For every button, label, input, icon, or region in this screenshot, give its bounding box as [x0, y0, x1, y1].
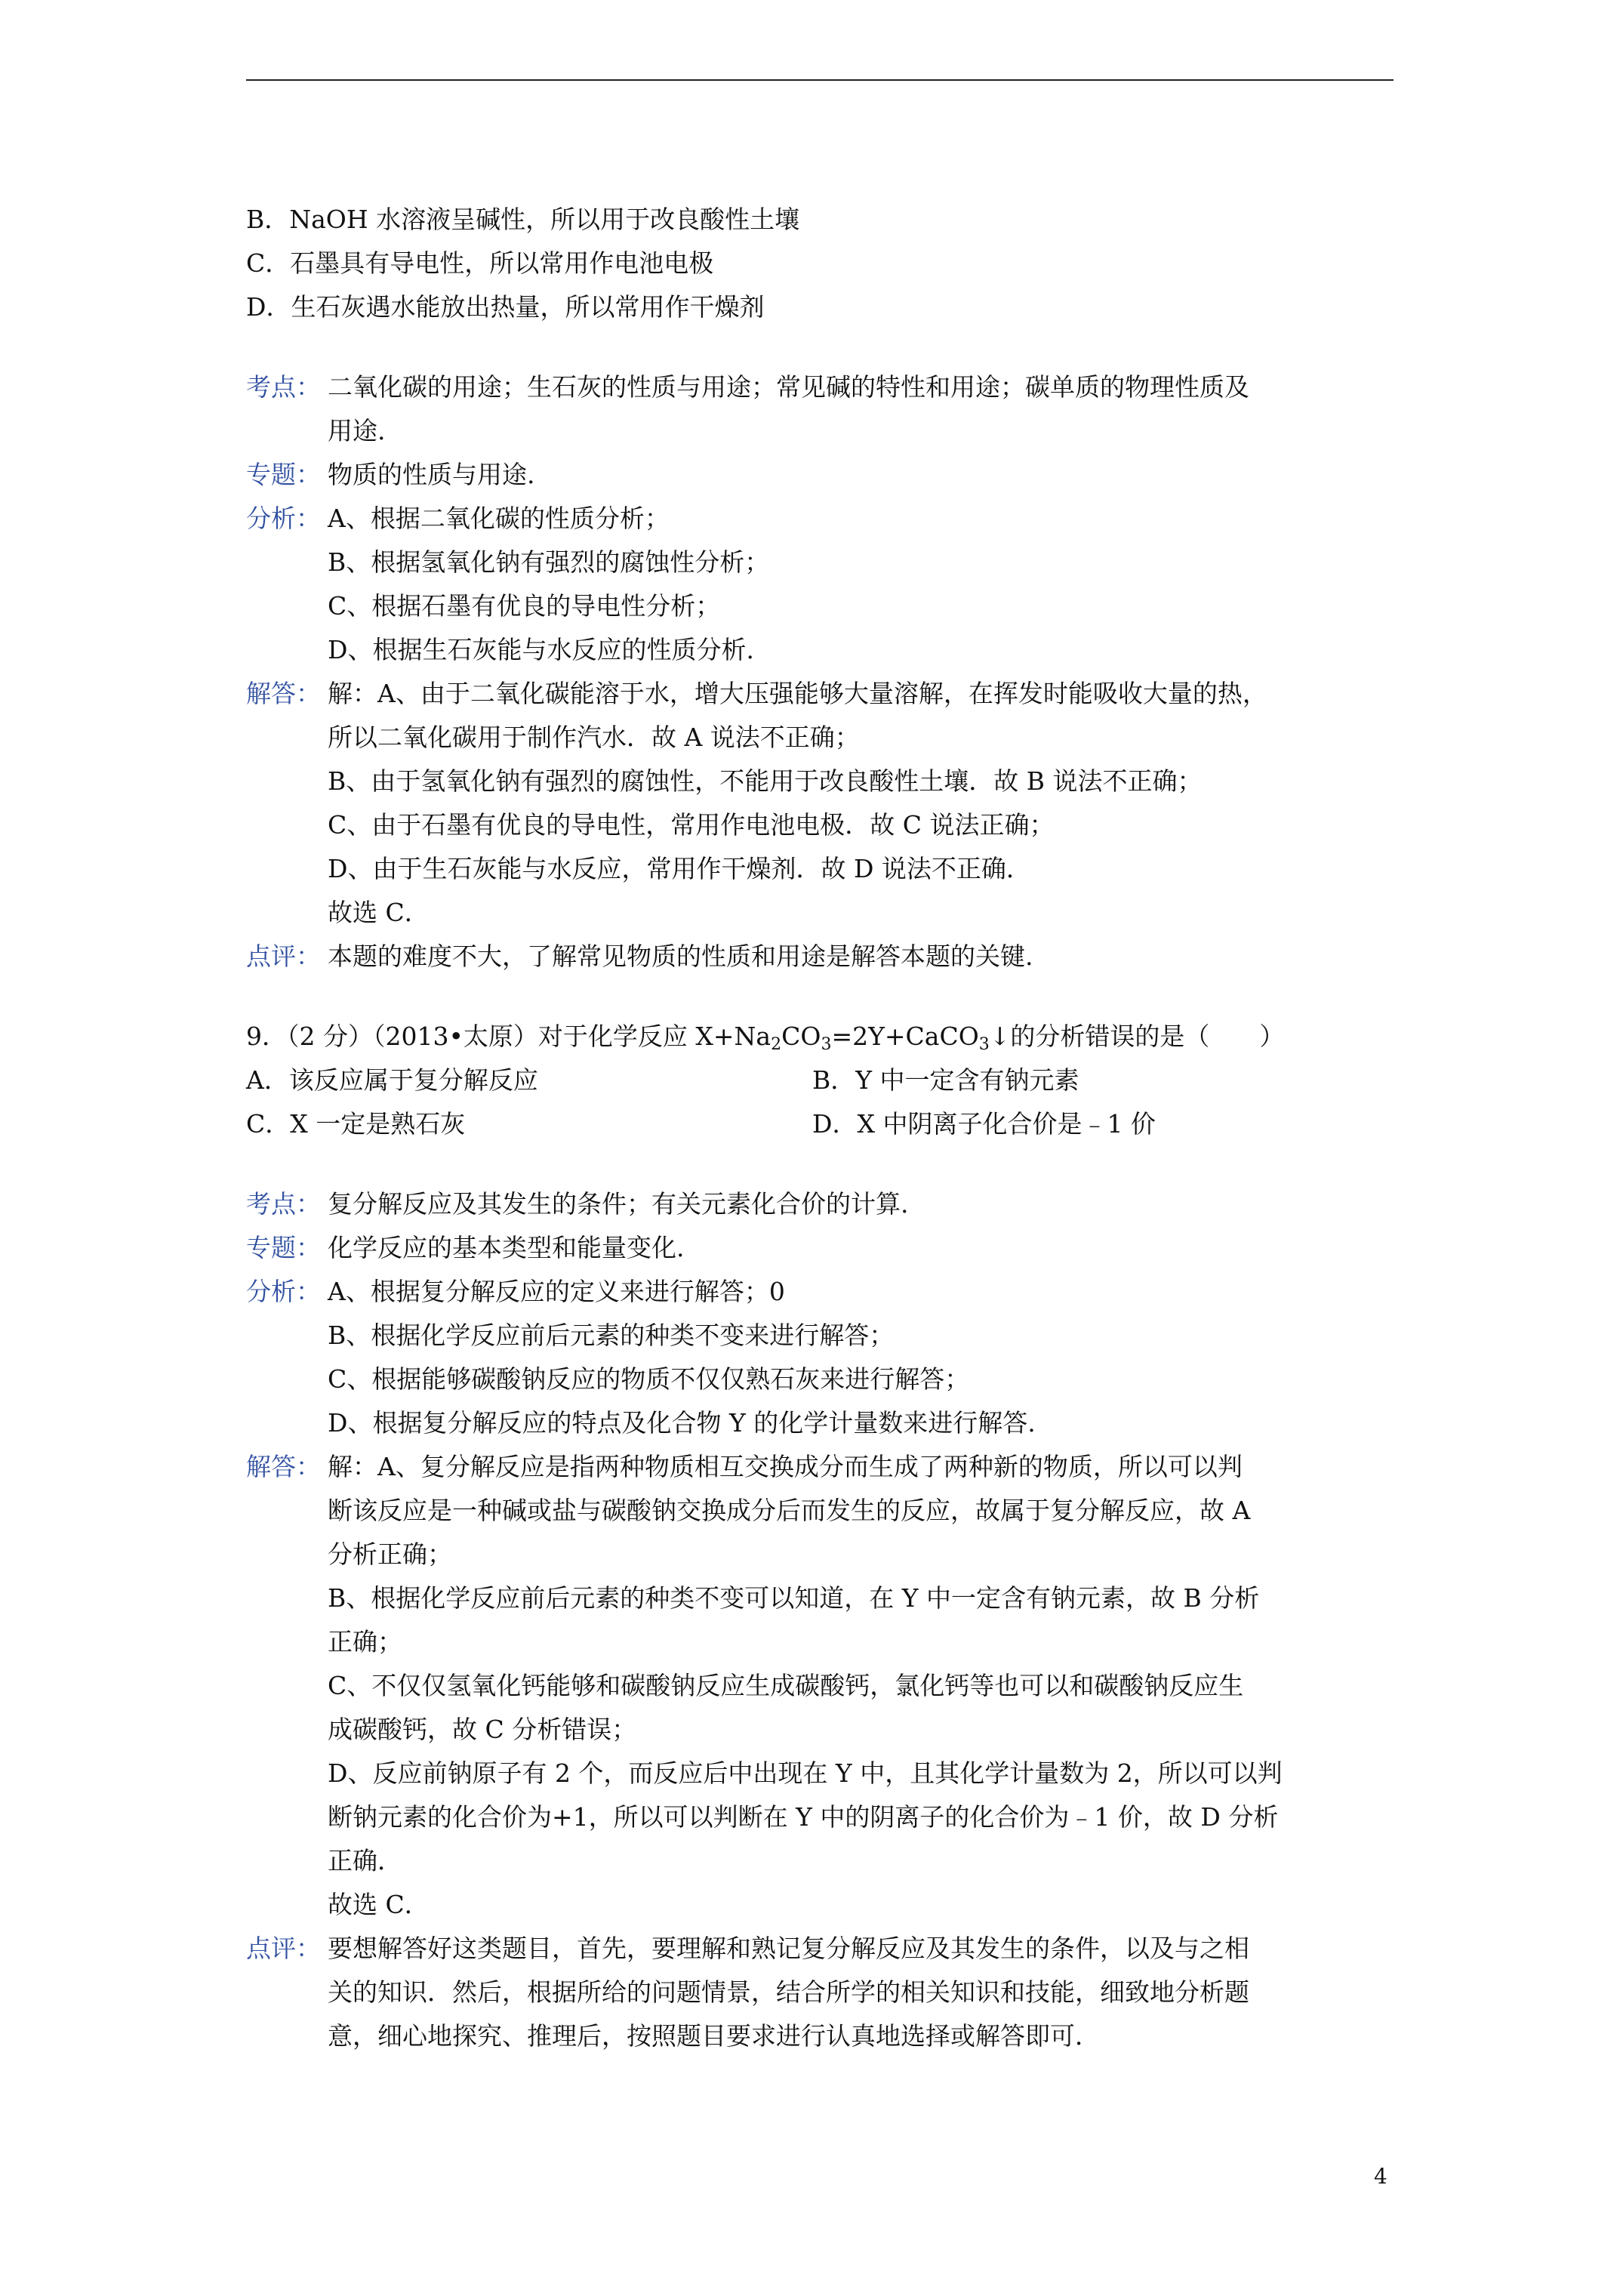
q9-kaodian [246, 1182, 1401, 1226]
page-number: 4 [1374, 2164, 1387, 2189]
q8-jieda-line: D、由于生石灰能与水反应，常用作干燥剂．故 D 说法不正确． [328, 854, 1031, 883]
q9-jieda-line: 断钠元素的化合价为+1，所以可以判断在 Y 中的阴离子的化合价为﹣1 价，故 D 分析 [328, 1802, 1279, 1832]
q9-stem-mid2: =2Y+CaCO [831, 1022, 979, 1051]
q9-dianping [246, 1927, 1401, 2058]
q8-fenxi-line: A、根据二氧化碳的性质分析； [328, 504, 670, 533]
q8-jieda-line: B、由于氢氧化钠有强烈的腐蚀性，不能用于改良酸性土壤．故 B 说法不正确； [328, 766, 1203, 796]
q9-option-b: B．Y 中一定含有钠元素 [812, 1065, 1079, 1095]
q9-jieda-line: B、根据化学反应前后元素的种类不变可以知道，在 Y 中一定含有钠元素，故 B 分析 [328, 1583, 1260, 1613]
q9-stem [246, 1015, 1401, 1059]
q9-zhuanti [246, 1226, 1401, 1270]
q9-fenxi-line: D、根据复分解反应的特点及化合物 Y 的化学计量数来进行解答. [328, 1408, 1036, 1438]
q9-dianping-line: 意，细心地探究、推理后，按照题目要求进行认真地选择或解答即可． [328, 2021, 1100, 2051]
q9-stem-mid1: CO [781, 1022, 821, 1051]
q9-option-c: C．X 一定是熟石灰 [246, 1109, 466, 1139]
q8-fenxi [246, 497, 1401, 672]
zhuanti-label: 专题： [246, 460, 321, 489]
q9-zhuanti-text: 化学反应的基本类型和能量变化. [328, 1233, 685, 1262]
q9-stem-post: ↓的分析错误的是（ ） [989, 1022, 1285, 1051]
q9-jieda [246, 1445, 1401, 1927]
q8-jieda [246, 672, 1401, 935]
q9-stem-pre: 9．（2 分）（2013•太原）对于化学反应 X+Na [246, 1022, 771, 1051]
q8-zhuanti [246, 453, 1401, 497]
fenxi-label: 分析： [246, 1277, 321, 1306]
q9-jieda-line: 故选 C． [328, 1890, 430, 1919]
q9-fenxi-line: B、根据化学反应前后元素的种类不变来进行解答； [328, 1321, 895, 1350]
q9-kaodian-text: 复分解反应及其发生的条件；有关元素化合价的计算. [328, 1189, 909, 1219]
q8-fenxi-line: D、根据生石灰能与水反应的性质分析. [328, 635, 754, 664]
q9-options-row-2 [246, 1102, 1401, 1146]
q8-kaodian-line: 二氧化碳的用途；生石灰的性质与用途；常见碱的特性和用途；碳单质的物理性质及 [328, 372, 1249, 402]
option-d: D．生石灰遇水能放出热量，所以常用作干燥剂 [246, 292, 765, 322]
q8-jieda-line: 解：A、由于二氧化碳能溶于水，增大压强能够大量溶解，在挥发时能吸收大量的热， [328, 679, 1267, 708]
q9-sub-2: 3 [821, 1035, 832, 1054]
q8-kaodian-line: 用途. [328, 416, 386, 445]
q9-sub-1: 2 [771, 1035, 782, 1054]
q8-jieda-line: C、由于石墨有优良的导电性，常用作电池电极．故 C 说法正确； [328, 810, 1055, 840]
option-b: B．NaOH 水溶液呈碱性，所以用于改良酸性土壤 [246, 205, 800, 234]
q8-jieda-line: 故选 C． [328, 898, 430, 927]
q9-option-a: A．该反应属于复分解反应 [246, 1065, 538, 1095]
q8-fenxi-line: C、根据石墨有优良的导电性分析； [328, 591, 721, 621]
q9-jieda-line: 分析正确； [328, 1539, 452, 1569]
q9-options-row-1 [246, 1059, 1401, 1102]
q9-jieda-line: 断该反应是一种碱或盐与碳酸钠交换成分后而发生的反应，故属于复分解反应，故 A [328, 1496, 1251, 1525]
q9-dianping-line: 关的知识．然后，根据所给的问题情景，结合所学的相关知识和技能，细致地分析题 [328, 1977, 1249, 2007]
q9-option-d: D．X 中阴离子化合价是﹣1 价 [812, 1109, 1156, 1139]
jieda-label: 解答： [246, 1452, 321, 1481]
q9-jieda-line: C、不仅仅氢氧化钙能够和碳酸钠反应生成碳酸钙，氯化钙等也可以和碳酸钠反应生 [328, 1671, 1244, 1700]
q9-jieda-line: 正确． [328, 1846, 402, 1875]
dianping-label: 点评： [246, 942, 321, 971]
q8-dianping [246, 935, 1401, 978]
page-content [246, 198, 1401, 2058]
q9-jieda-line: D、反应前钠原子有 2 个，而反应后中出现在 Y 中，且其化学计量数为 2，所以可以判 [328, 1758, 1283, 1788]
kaodian-label: 考点： [246, 372, 321, 402]
q9-jieda-line: 成碳酸钙，故 C 分析错误； [328, 1715, 637, 1744]
q9-fenxi-line: A、根据复分解反应的定义来进行解答；0 [328, 1277, 785, 1306]
q9-sub-3: 3 [978, 1035, 990, 1054]
q9-jieda-line: 正确； [328, 1627, 402, 1657]
q8-dianping-text: 本题的难度不大，了解常见物质的性质和用途是解答本题的关键. [328, 942, 1033, 971]
zhuanti-label: 专题： [246, 1233, 321, 1262]
q9-fenxi-line: C、根据能够碳酸钠反应的物质不仅仅熟石灰来进行解答； [328, 1364, 970, 1394]
dianping-label: 点评： [246, 1934, 321, 1963]
q8-jieda-line: 所以二氧化碳用于制作汽水．故 A 说法不正确； [328, 723, 860, 752]
fenxi-label: 分析： [246, 504, 321, 533]
q9-jieda-line: 解：A、复分解反应是指两种物质相互交换成分而生成了两种新的物质，所以可以判 [328, 1452, 1243, 1481]
q8-kaodian [246, 365, 1401, 453]
jieda-label: 解答： [246, 679, 321, 708]
option-c: C．石墨具有导电性，所以常用作电池电极 [246, 248, 714, 278]
q9-dianping-line: 要想解答好这类题目，首先，要理解和熟记复分解反应及其发生的条件，以及与之相 [328, 1934, 1249, 1963]
q8-fenxi-line: B、根据氢氧化钠有强烈的腐蚀性分析； [328, 547, 770, 577]
q9-fenxi [246, 1270, 1401, 1445]
q8-zhuanti-text: 物质的性质与用途. [328, 460, 535, 489]
kaodian-label: 考点： [246, 1189, 321, 1219]
header-rule [246, 79, 1394, 81]
